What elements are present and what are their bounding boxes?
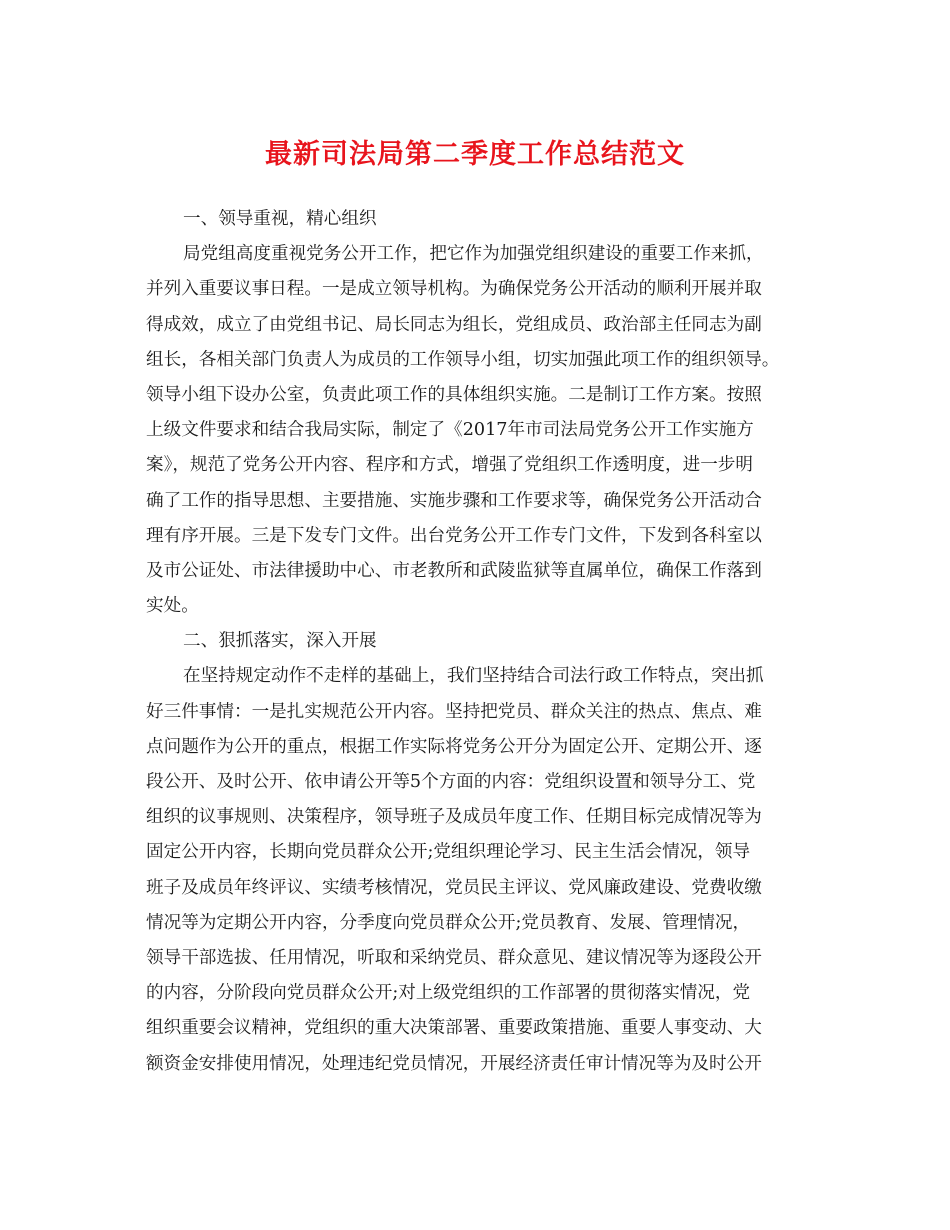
- paragraph-line: 段公开、及时公开、依申请公开等5个方面的内容：党组织设置和领导分工、党: [146, 772, 756, 792]
- paragraph-line: 上级文件要求和结合我局实际，制定了《2017年市司法局党务公开工作实施方: [146, 420, 754, 441]
- paragraph-line: 组织重要会议精神，党组织的重大决策部署、重要政策措施、重要人事变动、大: [146, 1018, 762, 1039]
- paragraph-line: 额资金安排使用情况，处理违纪党员情况，开展经济责任审计情况等为及时公开: [146, 1053, 762, 1074]
- paragraph-line: 领导干部选拔、任用情况，听取和采纳党员、群众意见、建议情况等为逐段公开: [146, 947, 762, 968]
- paragraph-line: 固定公开内容，长期向党员群众公开;党组织理论学习、民主生活会情况，领导: [146, 842, 751, 863]
- paragraph-line: 点问题作为公开的重点，根据工作实际将党务公开分为固定公开、定期公开、逐: [146, 736, 762, 757]
- paragraph-line: 组长，各相关部门负责人为成员的工作领导小组，切实加强此项工作的组织领导。: [146, 349, 780, 370]
- paragraph-line: 好三件事情：一是扎实规范公开内容。坚持把党员、群众关注的热点、焦点、难: [146, 701, 762, 722]
- section-heading-1: 一、领导重视，精心组织: [183, 209, 377, 229]
- paragraph-line: 领导小组下设办公室，负责此项工作的具体组织实施。二是制订工作方案。按照: [146, 384, 762, 405]
- paragraph-line: 并列入重要议事日程。一是成立领导机构。为确保党务公开活动的顺利开展并取: [146, 279, 762, 300]
- paragraph-line: 班子及成员年终评议、实绩考核情况，党员民主评议、党风廉政建设、党费收缴: [146, 877, 762, 898]
- paragraph-line: 的内容，分阶段向党员群众公开;对上级党组织的工作部署的贯彻落实情况，党: [146, 983, 751, 1004]
- paragraph-line: 案》，规范了党务公开内容、程序和方式，增强了党组织工作透明度，进一步明: [146, 455, 753, 476]
- section-heading-2: 二、狠抓落实，深入开展: [183, 631, 377, 652]
- document-body: [146, 202, 811, 1082]
- paragraph-line: 在坚持规定动作不走样的基础上，我们坚持结合司法行政工作特点，突出抓: [183, 666, 764, 687]
- paragraph-line: 得成效，成立了由党组书记、局长同志为组长，党组成员、政治部主任同志为副: [146, 314, 762, 335]
- paragraph-line: 组织的议事规则、决策程序，领导班子及成员年度工作、任期目标完成情况等为: [146, 807, 762, 828]
- paragraph-line: 局党组高度重视党务公开工作，把它作为加强党组织建设的重要工作来抓，: [183, 244, 764, 265]
- paragraph-line: 情况等为定期公开内容，分季度向党员群众公开;党员教育、发展、管理情况，: [146, 912, 751, 933]
- document-title: 最新司法局第二季度工作总结范文: [265, 139, 685, 170]
- paragraph-line: 确了工作的指导思想、主要措施、实施步骤和工作要求等，确保党务公开活动合: [146, 490, 762, 511]
- paragraph-line: 及市公证处、市法律援助中心、市老教所和武陵监狱等直属单位，确保工作落到: [146, 560, 762, 581]
- paragraph-line: 理有序开展。三是下发专门文件。出台党务公开工作专门文件，下发到各科室以: [146, 525, 762, 546]
- paragraph-line: 实处。: [146, 596, 199, 617]
